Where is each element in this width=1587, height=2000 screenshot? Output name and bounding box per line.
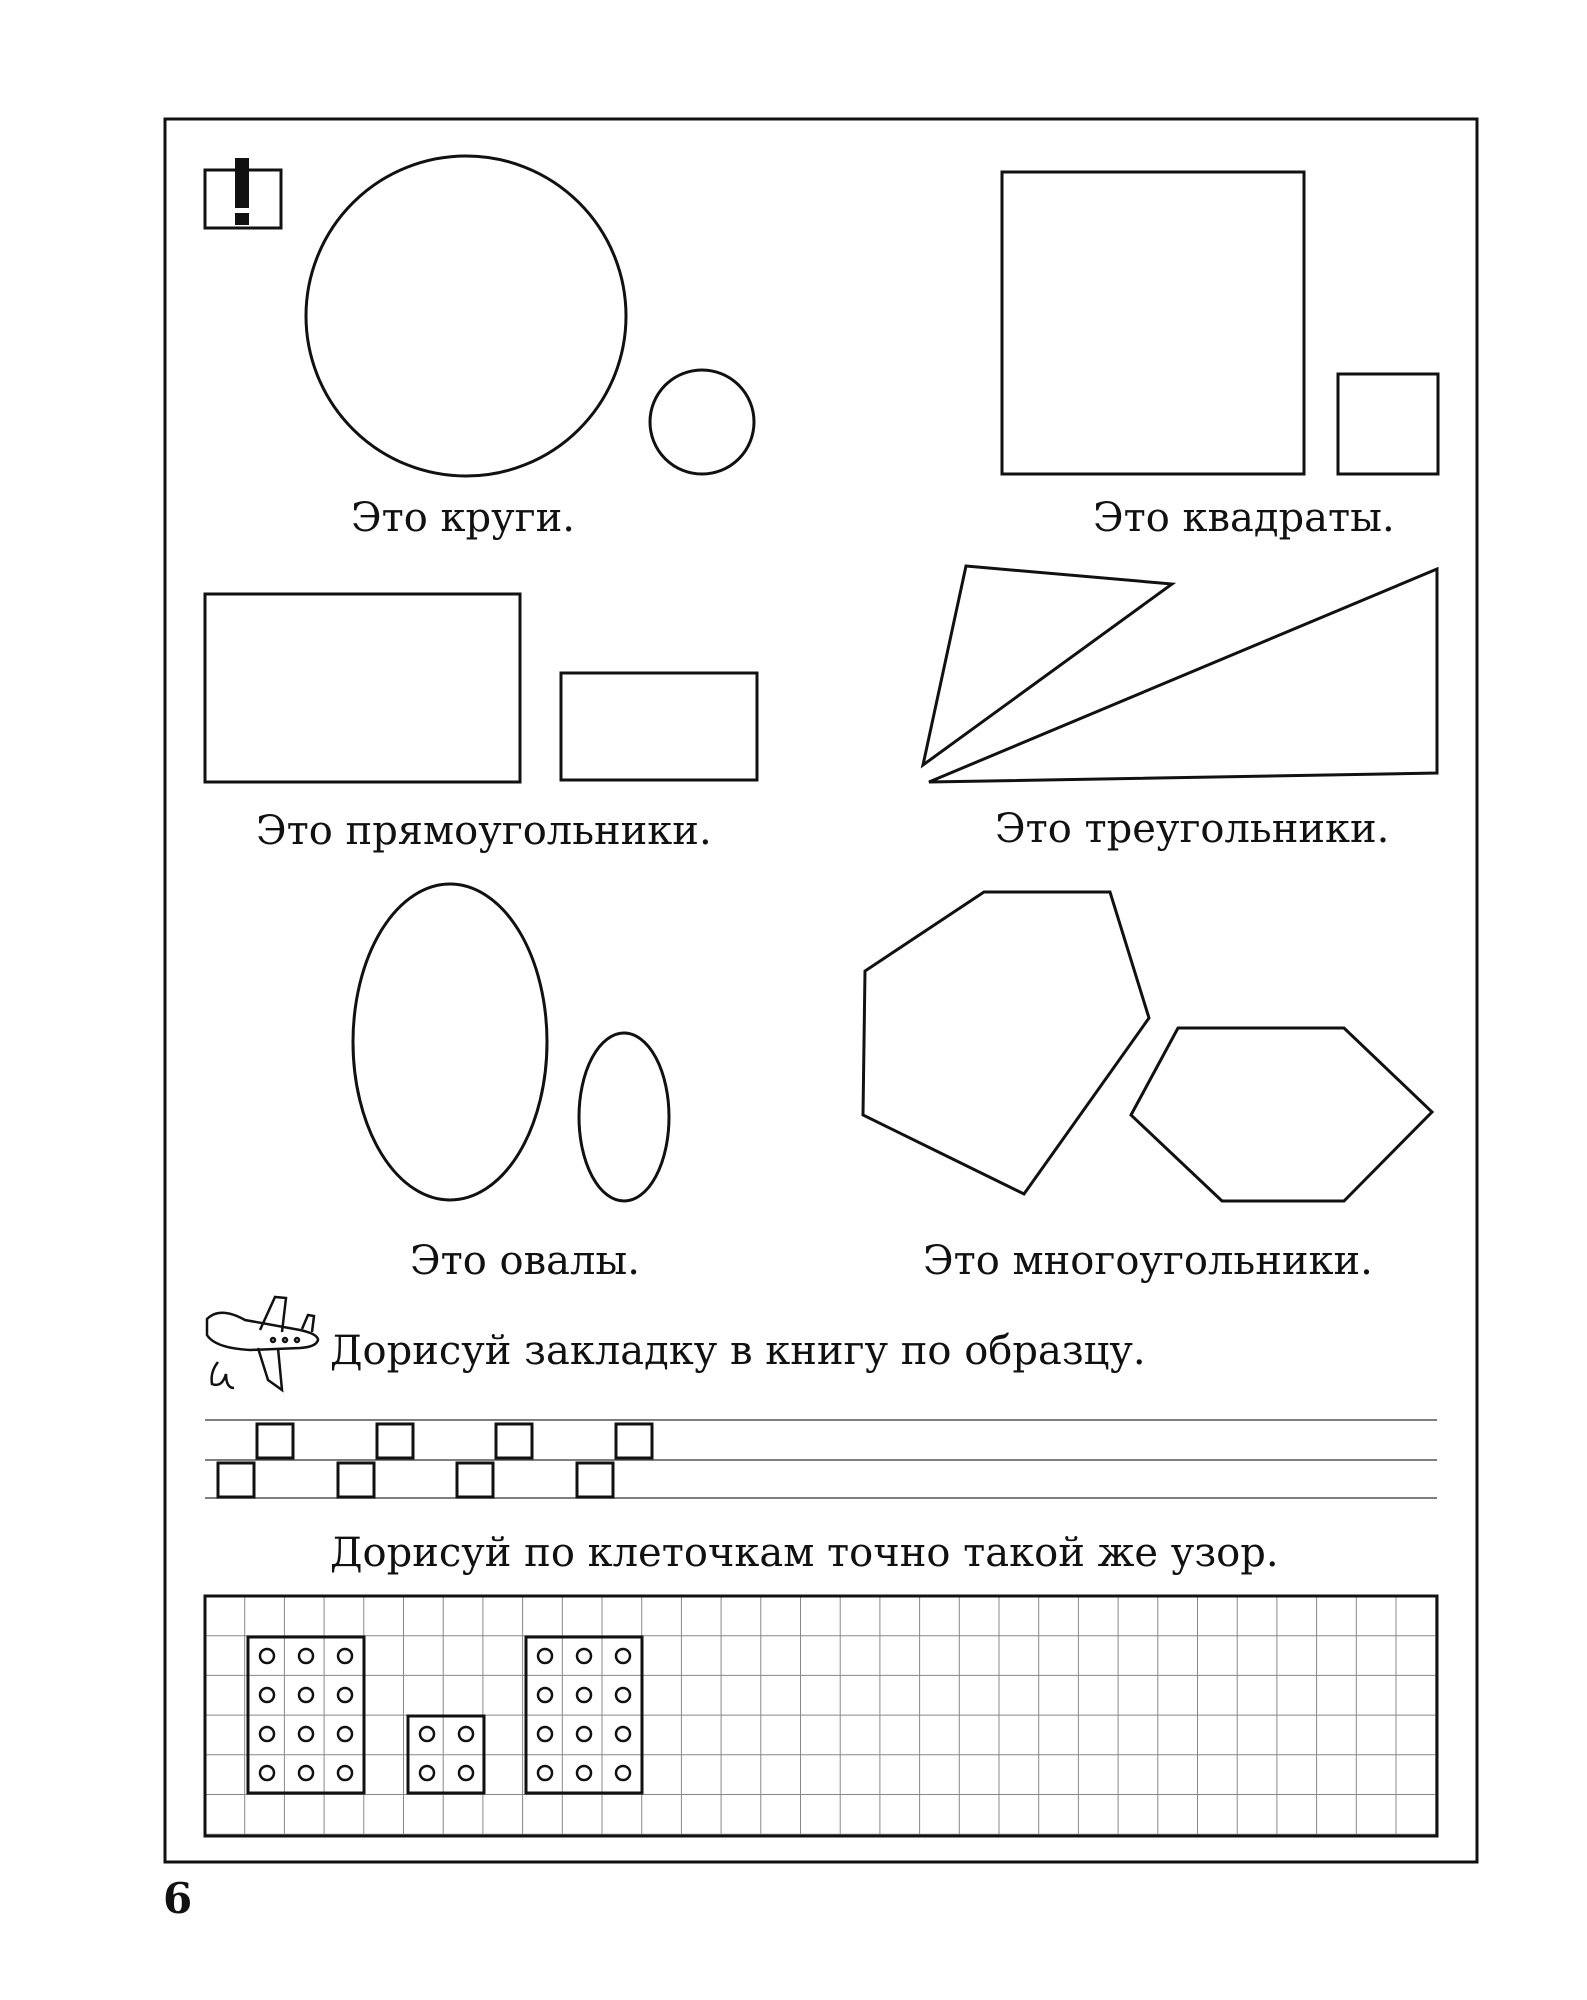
pattern-ring bbox=[616, 1649, 630, 1663]
pattern-ring bbox=[260, 1688, 274, 1702]
pattern-ring bbox=[420, 1766, 434, 1780]
hexagon-figure bbox=[1131, 1028, 1432, 1201]
pattern-ring bbox=[577, 1649, 591, 1663]
pattern-ring bbox=[459, 1727, 473, 1741]
pattern-ring bbox=[299, 1688, 313, 1702]
small-circle bbox=[650, 370, 754, 474]
pattern-ring bbox=[338, 1766, 352, 1780]
pattern-grid-frame bbox=[205, 1596, 1437, 1836]
page-frame bbox=[165, 119, 1477, 1862]
pattern-ring bbox=[260, 1766, 274, 1780]
airplane-icon bbox=[207, 1297, 318, 1390]
triangle-left bbox=[923, 566, 1172, 765]
small-oval bbox=[579, 1033, 669, 1201]
pattern-ring bbox=[577, 1766, 591, 1780]
pattern-ring bbox=[577, 1688, 591, 1702]
pattern-ring bbox=[616, 1766, 630, 1780]
small-rectangle bbox=[561, 673, 757, 780]
caption-ovals: Это овалы. bbox=[410, 1238, 640, 1284]
caption-rectangles: Это прямоугольники. bbox=[256, 808, 712, 854]
pattern-ring bbox=[299, 1766, 313, 1780]
pattern-ring bbox=[299, 1649, 313, 1663]
pattern-ring bbox=[538, 1649, 552, 1663]
pattern-ring bbox=[538, 1688, 552, 1702]
task-pattern: Дорисуй по клеточкам точно такой же узор. bbox=[330, 1530, 1279, 1576]
large-square bbox=[1002, 172, 1304, 474]
pattern-ring bbox=[420, 1727, 434, 1741]
pentagon bbox=[863, 892, 1149, 1194]
caption-polygons: Это многоугольники. bbox=[923, 1238, 1373, 1284]
pattern-ring bbox=[538, 1727, 552, 1741]
caption-squares: Это квадраты. bbox=[1093, 495, 1395, 541]
small-square bbox=[1338, 374, 1438, 474]
pattern-ring bbox=[338, 1649, 352, 1663]
pattern-ring bbox=[616, 1688, 630, 1702]
pattern-ring bbox=[459, 1766, 473, 1780]
large-circle bbox=[306, 156, 626, 476]
triangle-right bbox=[929, 569, 1437, 782]
pattern-ring bbox=[260, 1649, 274, 1663]
pattern-ring bbox=[338, 1727, 352, 1741]
pattern-ring bbox=[299, 1727, 313, 1741]
pattern-ring bbox=[338, 1688, 352, 1702]
pattern-ring bbox=[538, 1766, 552, 1780]
exclamation-icon bbox=[205, 158, 281, 228]
caption-triangles: Это треугольники. bbox=[995, 806, 1390, 852]
pattern-ring bbox=[577, 1727, 591, 1741]
large-rectangle bbox=[205, 594, 520, 782]
pattern-grid bbox=[205, 1596, 1437, 1836]
large-oval bbox=[353, 884, 547, 1200]
task-bookmark: Дорисуй закладку в книгу по образцу. bbox=[330, 1328, 1146, 1374]
pattern-ring bbox=[616, 1727, 630, 1741]
page-number: 6 bbox=[163, 1874, 193, 1923]
pattern-ring bbox=[260, 1727, 274, 1741]
caption-circles: Это круги. bbox=[351, 495, 576, 541]
